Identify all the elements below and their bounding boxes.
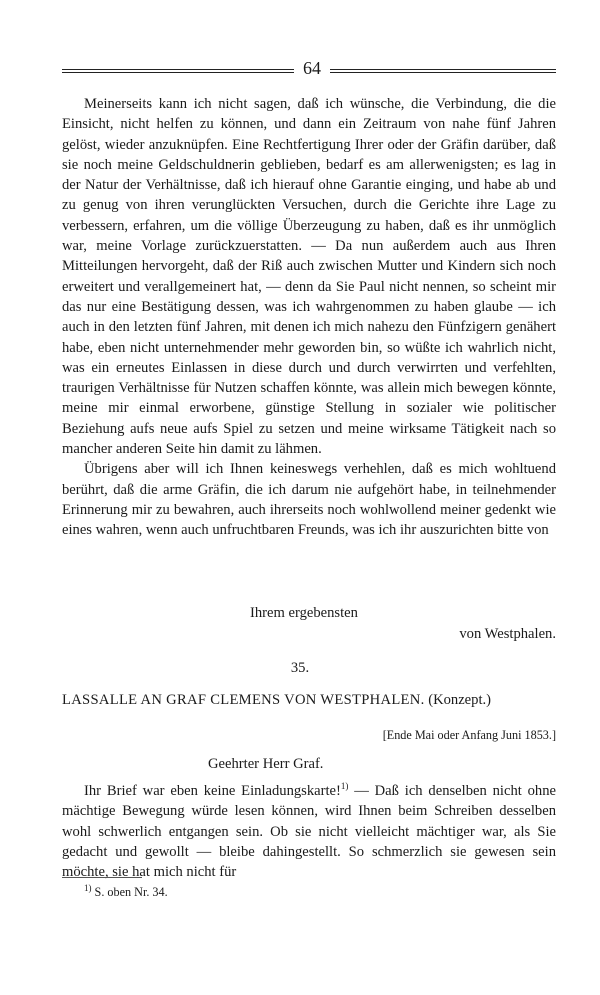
letter-heading-title: LASSALLE AN GRAF CLEMENS VON WESTPHALEN.: [62, 692, 425, 708]
footnote-divider: [62, 877, 142, 878]
letter-heading-note: (Konzept.): [428, 692, 492, 708]
salutation: Geehrter Herr Graf.: [208, 756, 324, 772]
footnote-reference: 1): [340, 781, 349, 792]
paragraph: [62, 781, 556, 882]
letter-body-rest: — Daß ich denselben nicht ohne mächtige Bewegung würde lesen können, wird Ihnen beim Schreiben desselben wohl schwerlich entgangen sein. Ob sie nicht vielleicht mächtiger war, als Sie gedacht und gewollt — bleibe dahingestellt. So schmerzlich sie gewesen sein möchte, sie hat mich nicht für: [62, 783, 556, 881]
page-number: 64: [303, 58, 321, 78]
paragraph: Übrigens aber will ich Ihnen keineswegs verhehlen, daß es mich wohltuend berührt, daß die arme Gräfin, die ich darum nie aufgehört habe, in teilnehmender Erinnerung mir zu bewahren, auch ihrerseits noch wohlwollend meiner gedenkt wie eines wahren, wenn auch unfruchtbaren Freunds, was ich ihr auszurichten bitte von: [62, 461, 556, 539]
paragraph: Meinerseits kann ich nicht sagen, daß ich wünsche, die Verbindung, die die Einsicht, nicht helfen zu können, und dann ein Zeitraum von nahe fünf Jahren gelöst, wieder anzuknüpfen. Eine Rechtfertigung Ihrer oder der Gräfin darüber, daß sie noch meine Geldschuldnerin geblieben, bedarf es am allerwenigsten; es lag in der Natur der Verhältnisse, daß ich hierauf ohne Garantie einging, und habe ab und zu genug von ihren verunglückten Versuchen, durch die Gerichte ihre Lage zu verbessern, erfahren, um die völlige Überzeugung zu haben, daß es ihr unmöglich war, meine Vorlage zurückzuerstatten. — Da nun außerdem auch aus Ihren Mitteilungen hervorgeht, daß der Riß auch zwischen Mutter und Kindern sich noch erweitert und verallgemeinert hat, — denn da Sie Paul nicht nennen, so scheint mir das nur eine Bestätigung dessen, was ich wahrgenommen zu haben glaube — ich auch in den letzten fünf Jahren, mit denen ich mich nahezu den Fünfzigern genähert habe, eben nicht unternehmender mehr geworden bin, so wüßte ich wahrlich nicht, was ein erneutes Einlassen in diese durch und durch verwirrten und verfehlten, traurigen Verhältnisse für Nutzen schaffen könnte, was allein mich bewegen könnte, meine mir einmal erworbene, günstige Stellung in sozialer wie politischer Beziehung aufs neue aufs Spiel zu setzen und meine wirksame Tätigkeit nach so mancher anderen Seite hin damit zu lähmen.: [62, 96, 556, 458]
letter-number: 35.: [290, 660, 310, 676]
footnote-text: S. oben Nr. 34.: [94, 885, 168, 899]
closing-formula: Ihrem ergebensten: [250, 605, 358, 621]
header-rule-left: [62, 69, 294, 73]
signature: von Westphalen.: [459, 626, 556, 642]
previous-letter-text: [62, 94, 556, 541]
letter-body-start: Ihr Brief war eben keine Einladungskarte!: [84, 783, 341, 799]
footnote: [84, 882, 168, 900]
letter-body: [62, 781, 556, 882]
header-rule-right: [330, 69, 556, 73]
footnote-marker: 1): [84, 882, 92, 893]
letter-heading: [62, 692, 562, 709]
page-header: [62, 52, 556, 88]
date-line: [Ende Mai oder Anfang Juni 1853.]: [382, 728, 556, 742]
